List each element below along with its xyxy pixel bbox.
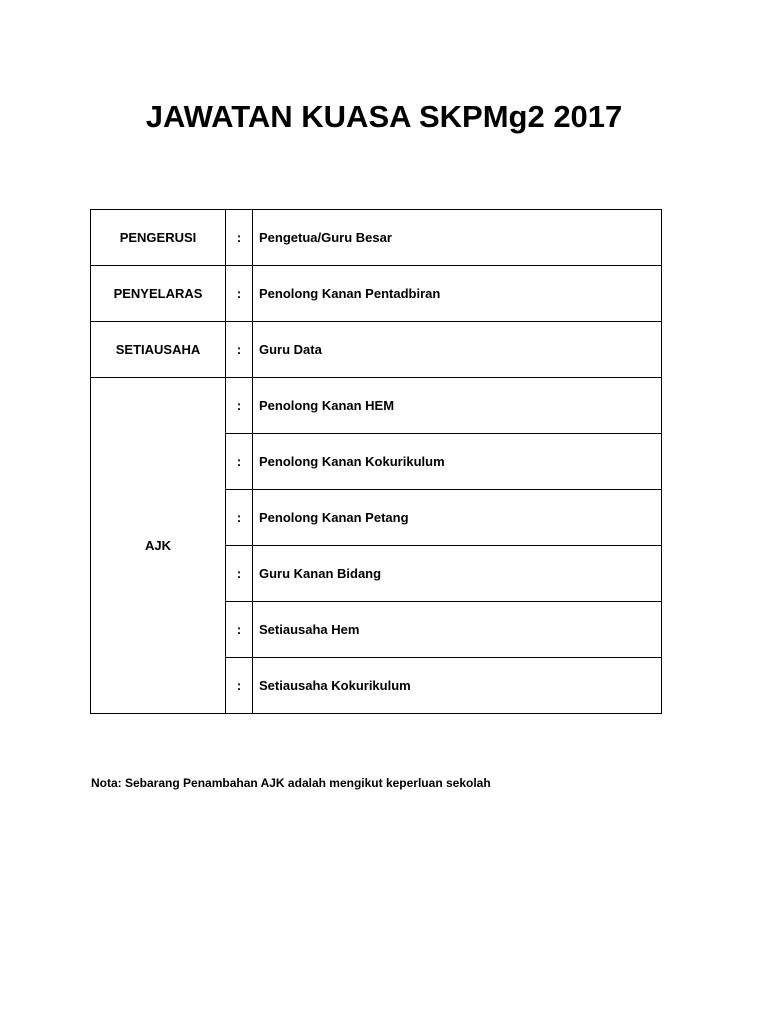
footnote: Nota: Sebarang Penambahan AJK adalah mengikut keperluan sekolah <box>91 776 491 790</box>
separator-cell: : <box>226 546 253 602</box>
member-cell: Penolong Kanan Petang <box>253 490 662 546</box>
member-cell: Setiausaha Hem <box>253 602 662 658</box>
separator-cell: : <box>226 658 253 714</box>
role-cell: SETIAUSAHA <box>91 322 226 378</box>
table-row <box>91 266 662 322</box>
table-row <box>91 378 662 434</box>
separator-cell: : <box>226 210 253 266</box>
page-title: JAWATAN KUASA SKPMg2 2017 <box>145 99 623 134</box>
separator-cell: : <box>226 602 253 658</box>
member-cell: Penolong Kanan Kokurikulum <box>253 434 662 490</box>
separator-cell: : <box>226 378 253 434</box>
ajk-role-cell: AJK <box>91 378 226 714</box>
member-cell: Penolong Kanan HEM <box>253 378 662 434</box>
member-cell: Setiausaha Kokurikulum <box>253 658 662 714</box>
member-cell: Penolong Kanan Pentadbiran <box>253 266 662 322</box>
committee-table <box>90 209 662 714</box>
table-row <box>91 322 662 378</box>
role-cell: PENGERUSI <box>91 210 226 266</box>
separator-cell: : <box>226 322 253 378</box>
member-cell: Guru Kanan Bidang <box>253 546 662 602</box>
separator-cell: : <box>226 266 253 322</box>
member-cell: Guru Data <box>253 322 662 378</box>
separator-cell: : <box>226 490 253 546</box>
member-cell: Pengetua/Guru Besar <box>253 210 662 266</box>
role-cell: PENYELARAS <box>91 266 226 322</box>
separator-cell: : <box>226 434 253 490</box>
table-row <box>91 210 662 266</box>
